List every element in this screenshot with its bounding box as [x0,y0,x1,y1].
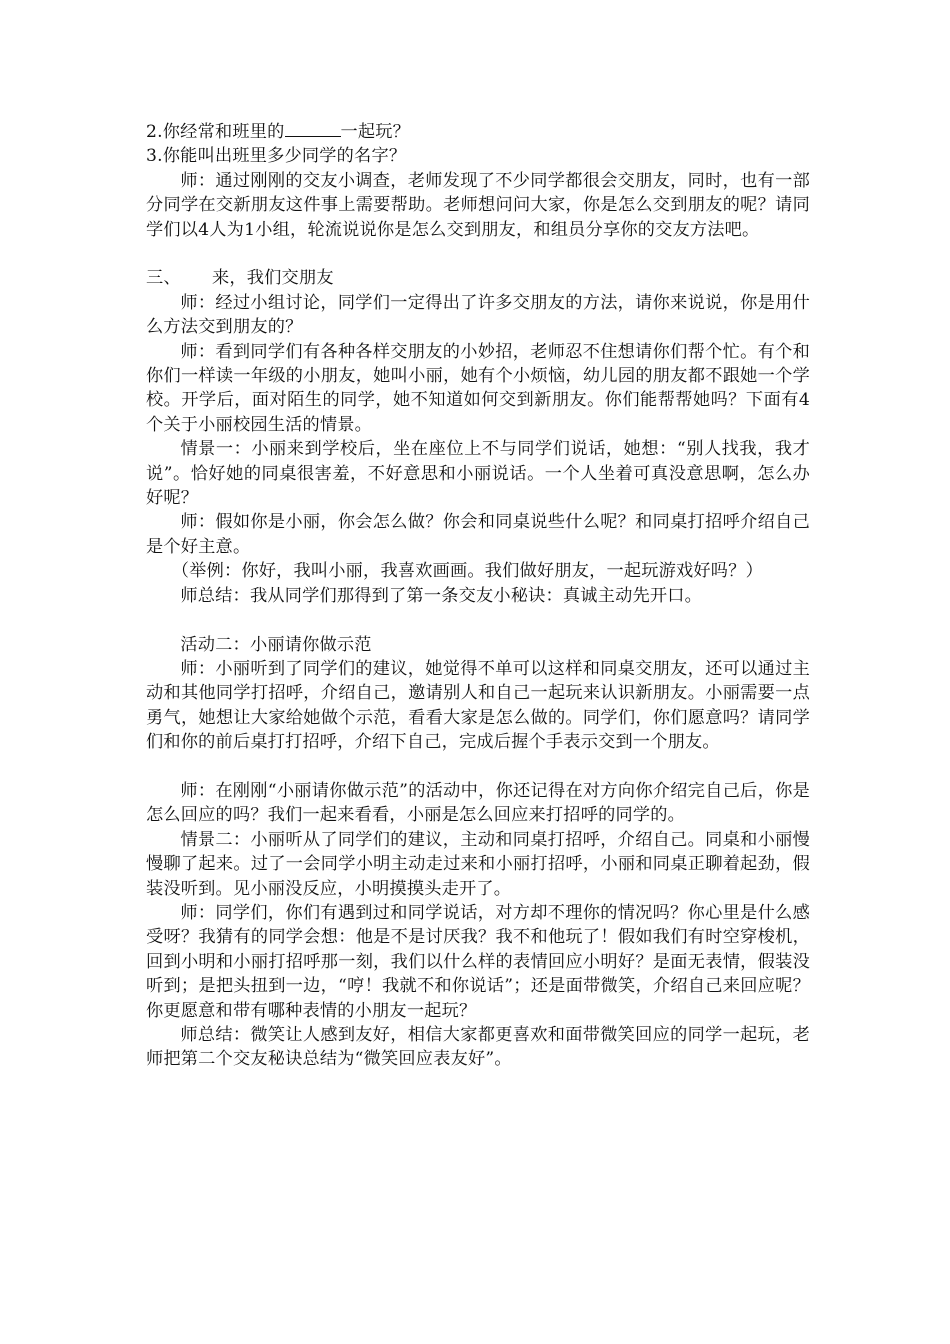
paragraph-summary-2: 师总结：微笑让人感到友好，相信大家都更喜欢和面带微笑回应的同学一起玩，老师把第二个交友秘诀总结为“微笑回应表友好”。 [146,1024,810,1070]
fill-in-blank [285,120,341,137]
paragraph-teacher-4: 师：小丽听到了同学们的建议，她觉得不单可以这样和同桌交朋友，还可以通过主动和其他同学打招呼，介绍自己，邀请别人和自己一起玩来认识新朋友。小丽需要一点勇气，她想让大家给她做个示范，看看大家是怎么做的。同学们，你们愿意吗？请同学们和你的前后桌打打招呼，介绍下自己，完成后握个手表示交到一个朋友。 [146,658,810,753]
question-2 [146,120,810,144]
paragraph-summary-1: 师总结：我从同学们那得到了第一条交友小秘诀：真诚主动先开口。 [180,585,703,606]
section-title: 来，我们交朋友 [212,268,334,289]
question-2-end: 一起玩？ [340,122,411,142]
paragraph-scene-1: 情景一：小丽来到学校后，坐在座位上不与同学们说话，她想：“别人找我，我才说”。恰好她的同桌很害羞，不好意思和小丽说话。一个人坐着可真没意思啊，怎么办好呢？ [146,439,810,509]
paragraph-intro: 师：通过刚刚的交友小调查，老师发现了不少同学都很会交朋友，同时，也有一部分同学在交新朋友这件事上需要帮助。老师想问问大家，你是怎么交到朋友的呢？请同学们以4人为1小组，轮流说说你是怎么交到朋友，和组员分享你的交友方法吧。 [146,170,810,240]
spacer [146,755,810,779]
section-number: 三、 [146,268,181,289]
spacer [146,608,810,632]
spacer [146,242,810,266]
paragraph-scene-2: 情景二：小丽听从了同学们的建议，主动和同桌打招呼，介绍自己。同桌和小丽慢慢聊了起来。过了一会同学小明主动走过来和小丽打招呼，小丽和同桌正聊着起劲，假装没听到。见小丽没反应，小明摸摸头走开了。 [146,829,810,899]
paragraph-teacher-3: 师：假如你是小丽，你会怎么做？你会和同桌说些什么呢？和同桌打招呼介绍自己是个好主意。 [146,512,810,557]
section-heading [146,266,810,290]
question-2-start: 2.你经常和班里的 [146,122,285,142]
paragraph-example: （举例：你好，我叫小丽，我喜欢画画。我们做好朋友，一起玩游戏好吗？） [171,561,763,582]
paragraph-teacher-2: 师：看到同学们有各种各样交朋友的小妙招，老师忍不住想请你们帮个忙。有个和你们一样读一年级的小朋友，她叫小丽，她有个小烦恼，幼儿园的朋友都不跟她一个学校。开学后，面对陌生的同学，她不知道如何交到新朋友。你们能帮帮她吗？下面有4个关于小丽校园生活的情景。 [146,341,810,435]
question-3: 3.你能叫出班里多少同学的名字？ [146,146,407,167]
document-page [146,120,810,1072]
paragraph-teacher-6: 师：同学们，你们有遇到过和同学说话，对方却不理你的情况吗？你心里是什么感受呀？我猜有的同学会想：他是不是讨厌我？我不和他玩了！假如我们有时空穿梭机，回到小明和小丽打招呼那一刻，我们以什么样的表情回应小明好？是面无表情，假装没听到；是把头扭到一边，“哼！我就不和你说话”；还是面带微笑，介绍自己来回应呢？你更愿意和带有哪种表情的小朋友一起玩？ [146,902,810,1021]
activity-2-heading: 活动二：小丽请你做示范 [180,634,372,655]
paragraph-teacher-1: 师：经过小组讨论，同学们一定得出了许多交朋友的方法，请你来说说，你是用什么方法交到朋友的？ [146,292,810,338]
paragraph-teacher-5: 师：在刚刚“小丽请你做示范”的活动中，你还记得在对方向你介绍完自己后，你是怎么回应的吗？我们一起来看看，小丽是怎么回应来打招呼的同学的。 [146,780,810,826]
